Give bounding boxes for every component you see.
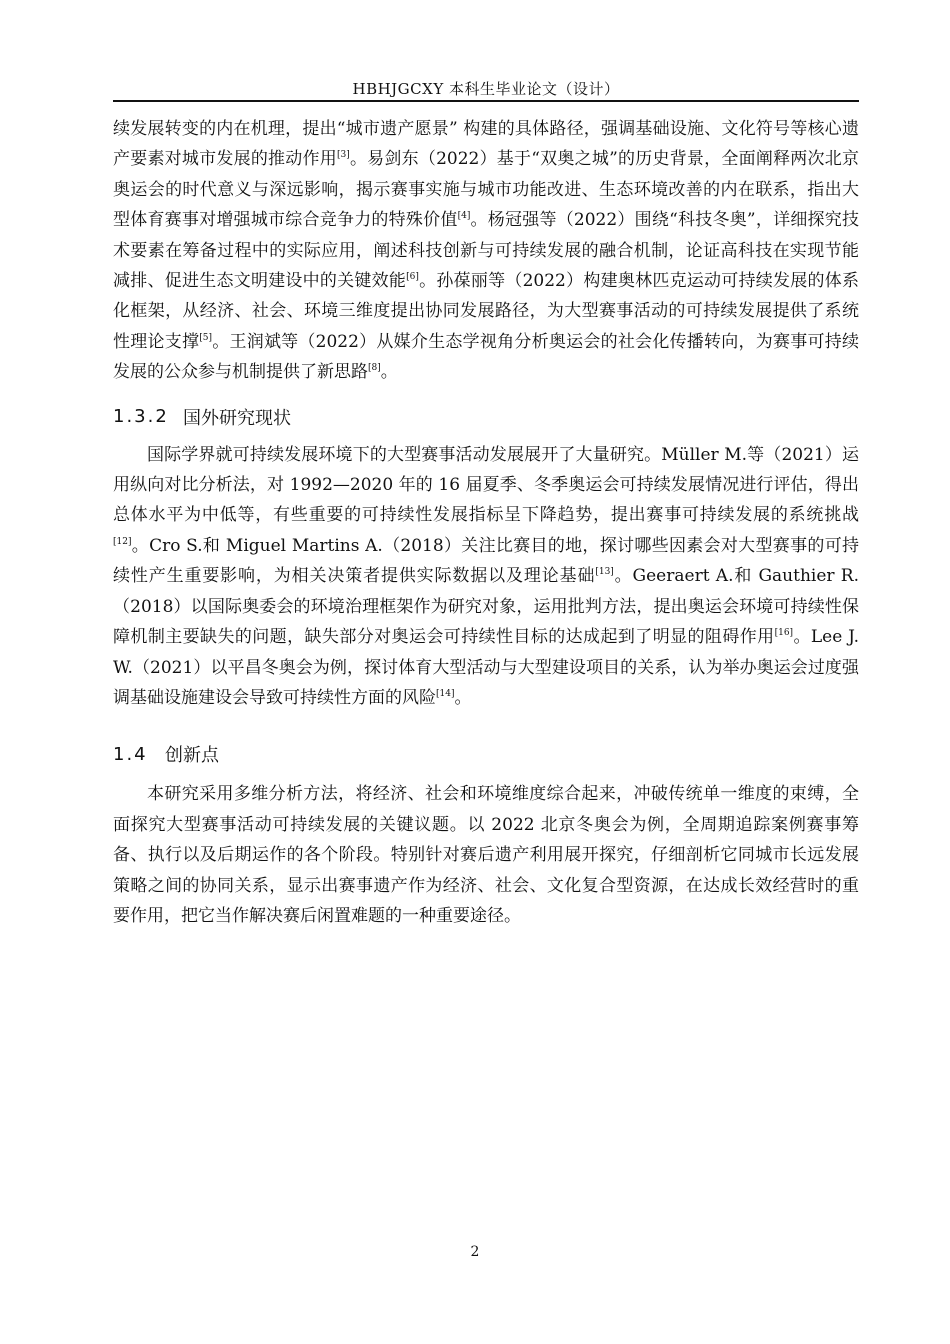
text-run: 。孙葆丽等（2022）构建奥林匹克运动可持续发展的体系化框架，从经济、社会、环境三维度提出协同发展路径，为大型赛事活动的可持续发展提供了系统性理论支撑 bbox=[113, 271, 859, 352]
section-number: 1.4 bbox=[113, 743, 148, 765]
citation-marker: [16] bbox=[774, 628, 794, 639]
text-run: 续发展转变的内在机理，提出“城市遗产愿景” 构建的具体路径，强调基础设施、文化符号等核心遗产要素对城市发展的推动作用 bbox=[113, 119, 859, 170]
citation-marker: [14] bbox=[436, 688, 455, 699]
page-number: 2 bbox=[470, 1244, 480, 1260]
citation-marker: [13] bbox=[595, 567, 614, 578]
citation-marker: [4] bbox=[457, 211, 471, 222]
citation-marker: [3] bbox=[336, 150, 350, 161]
text-run: 本研究采用多维分析方法，将经济、社会和环境维度综合起来，冲破传统单一维度的束缚，全面探究大型赛事活动可持续发展的关键议题。以 2022 北京冬奥会为例，全周期追踪案例赛事筹备、执行以及后期运作的各个阶段。特别针对赛后遗产利用展开探究，仔细剖析它同城市长远发展策略之间的协同关系，显示出赛事遗产作为经济、社会、文化复合型资源，在达成长效经营时的重要作用，把它当作解决赛后闲置难题的一种重要途径。 bbox=[113, 784, 859, 926]
header-rule bbox=[113, 100, 859, 102]
foreign-research-paragraph bbox=[113, 440, 859, 714]
section-number: 1.3.2 bbox=[113, 406, 169, 428]
text-run: 。王润斌等（2022）从媒介生态学视角分析奥运会的社会化传播转向，为赛事可持续发展的公众参与机制提供了新思路 bbox=[113, 331, 859, 383]
section-heading-1-3-2 bbox=[113, 402, 859, 432]
text-run: 。Geeraert A.和 Gauthier R.（2018）以国际奥委会的环境治理框架作为研究对象，运用批判方法，提出奥运会环境可持续性保障机制主要缺失的问题，缺失部分对奥运会可持续性目标的达成起到了明显的阻碍作用 bbox=[113, 566, 860, 648]
running-header: HBHJGCXY 本科生毕业论文（设计） bbox=[352, 80, 620, 98]
citation-marker: [12] bbox=[113, 536, 132, 547]
text-run: 。杨冠强等（2022）围绕“科技冬奥”，详细探究技术要素在筹备过程中的实际应用，阐述科技创新与可持续发展的融合机制，论证高科技在实现节能减排、促进生态文明建设中的关键效能 bbox=[113, 210, 859, 292]
text-run: 。 bbox=[380, 362, 398, 383]
innovation-paragraph bbox=[113, 779, 859, 931]
intro-paragraph bbox=[113, 114, 859, 388]
page-body bbox=[113, 114, 859, 931]
citation-marker: [6] bbox=[406, 272, 419, 283]
text-run: 。易剑东（2022）基于“双奥之城”的历史背景，全面阐释两次北京奥运会的时代意义与深远影响，揭示赛事实施与城市功能改进、生态环境改善的内在联系，指出大型体育赛事对增强城市综合竞争力的特殊价值 bbox=[113, 149, 859, 231]
text-run: 。 bbox=[454, 687, 472, 708]
section-title: 创新点 bbox=[165, 745, 219, 767]
citation-marker: [5] bbox=[199, 332, 212, 343]
text-run: 国际学界就可持续发展环境下的大型赛事活动发展展开了大量研究。Müller M.等（2021）运用纵向对比分析法，对 1992—2020 年的 16 届夏季、冬季奥运会可持续发展情况进行评估，得出总体水平为中低等，有些重要的可持续性发展指标呈下降趋势，提出赛事可持续发展的系统挑战 bbox=[113, 444, 859, 526]
text-run: 。Lee J. W.（2021）以平昌冬奥会为例，探讨体育大型活动与大型建设项目的关系，认为举办奥运会过度强调基础设施建设会导致可持续性方面的风险 bbox=[113, 627, 860, 708]
text-run: 。Cro S.和 Miguel Martins A.（2018）关注比赛目的地，探讨哪些因素会对大型赛事的可持续性产生重要影响，为相关决策者提供实际数据以及理论基础 bbox=[113, 535, 859, 587]
section-title: 国外研究现状 bbox=[183, 407, 291, 429]
section-heading-1-4 bbox=[113, 739, 859, 769]
citation-marker: [8] bbox=[368, 363, 381, 374]
